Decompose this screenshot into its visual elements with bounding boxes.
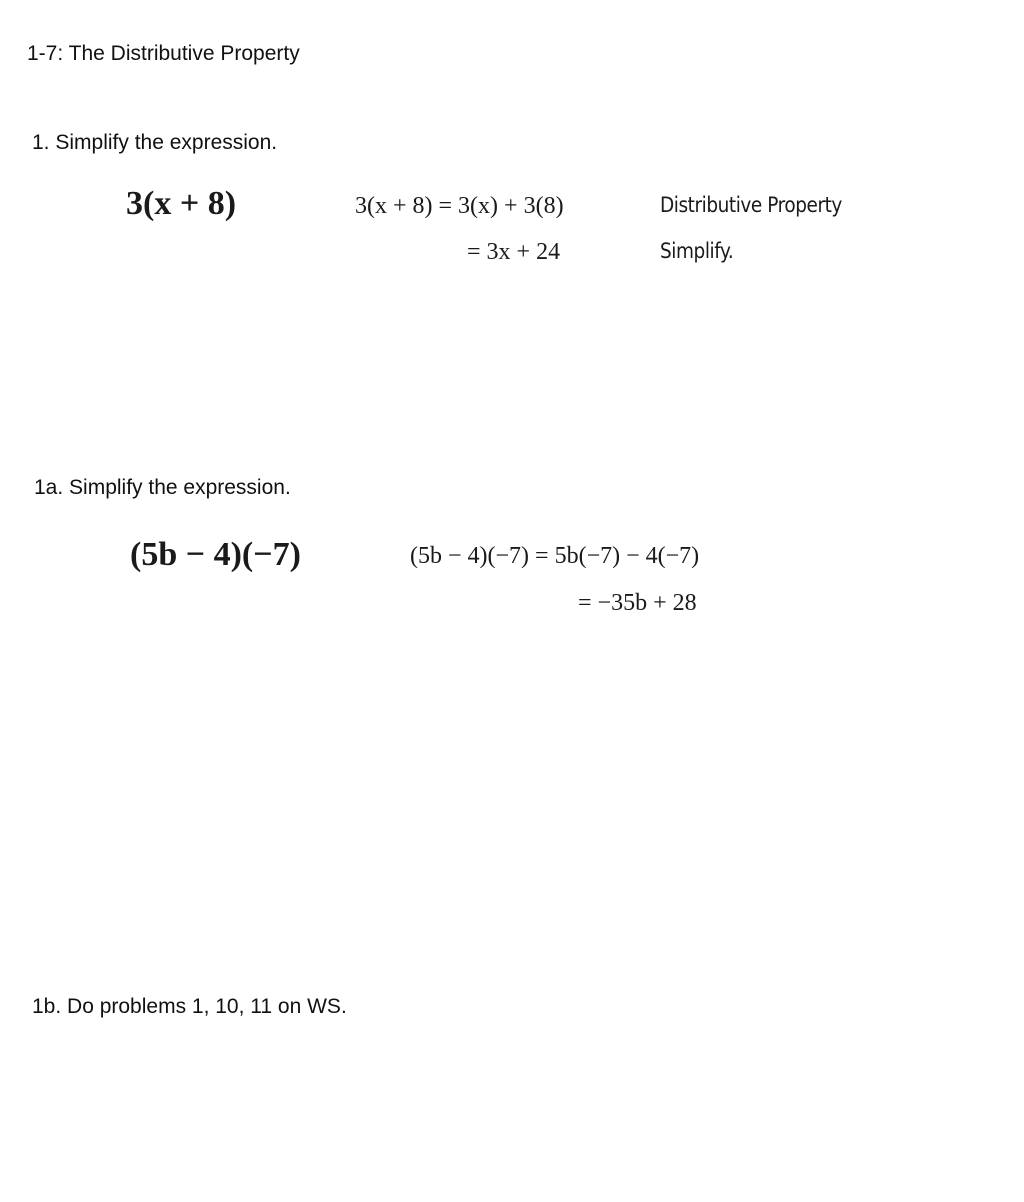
problem-1a-step-1-work: (5b − 4)(−7) = 5b(−7) − 4(−7) xyxy=(410,543,700,569)
problem-1a-prompt: 1a. Simplify the expression. xyxy=(34,476,291,499)
problem-1-step-1-work: 3(x + 8) = 3(x) + 3(8) xyxy=(355,193,564,219)
problem-1-expression: 3(x + 8) xyxy=(126,185,237,222)
problem-1-prompt: 1. Simplify the expression. xyxy=(32,131,278,154)
problem-1a-step-2-work: = −35b + 28 xyxy=(578,590,697,616)
problem-1-step-2-work: = 3x + 24 xyxy=(467,239,561,265)
problem-1a-expression: (5b − 4)(−7) xyxy=(130,536,301,573)
problem-1-step-2-reason: Simplify. xyxy=(660,239,734,263)
page-title: 1-7: The Distributive Property xyxy=(27,42,300,65)
problem-1-step-1-reason: Distributive Property xyxy=(660,193,842,217)
problem-1b-prompt: 1b. Do problems 1, 10, 11 on WS. xyxy=(32,995,347,1018)
